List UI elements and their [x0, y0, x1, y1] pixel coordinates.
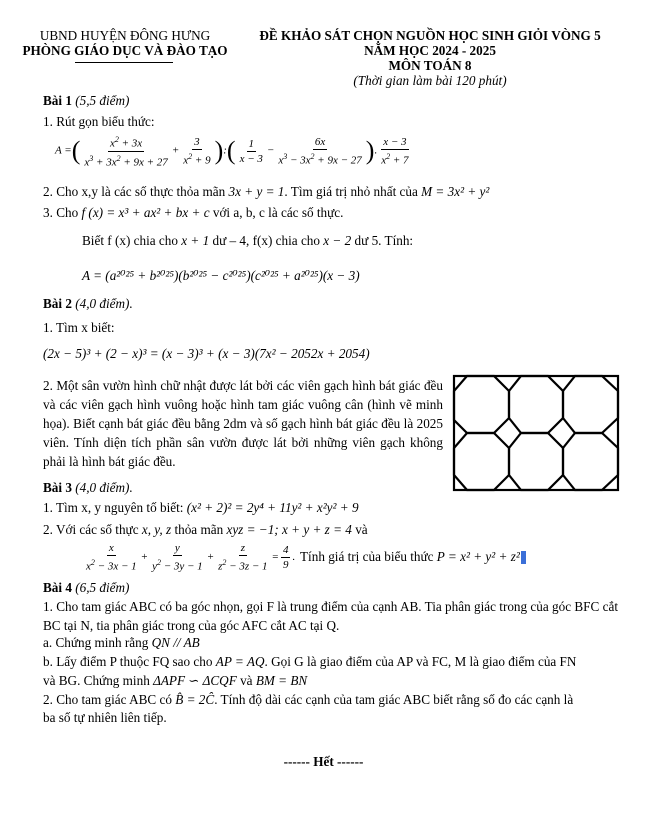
octagon [454, 376, 509, 433]
bai1-expression-A: A =( $\frac{x^2 + 3x}{x^3 + 3x^2 + 9x + 27}$ + $\frac{3}{x^2 + 9}$ ):( $\frac{1}{x - 3}$ − $\frac{6x}{x^3 - 3x^2 + 9x - 27}$ ). $\frac{x - 3}{x^2 + 7}$ [55, 135, 409, 169]
bai3-q2: 2. Với các số thực x, y, z thỏa mãn xyz = −1; x + y + z = 4 và [43, 522, 368, 537]
bai4-q2-line2: ba số tự nhiên liên tiếp. [43, 710, 167, 725]
header-right-line1: ĐỀ KHẢO SÁT CHỌN NGUỒN HỌC SINH GIỎI VÒNG 5 [259, 28, 601, 43]
bai3-heading: Bài 3 (4,0 điểm). [43, 480, 133, 495]
bai2-heading: Bài 2 (4,0 điểm). [43, 296, 133, 311]
bai1-q2: 2. Cho x,y là các số thực thỏa mãn 3x + y = 1. Tìm giá trị nhỏ nhất của M = 3x² + y² [43, 184, 490, 199]
header-left-line1: UBND HUYỆN ĐÔNG HƯNG [39, 28, 211, 43]
bai4-q1: 1. Cho tam giác ABC có ba góc nhọn, gọi F là trung điểm của cạnh AB. Tia phân giác trong của góc BFC cắt BC tại N, tia phân giác trong của góc AFC cắt AC tại Q. [43, 599, 618, 633]
octagon-tiling-figure [452, 374, 620, 492]
header-right-line2: NĂM HỌC 2024 - 2025 [364, 43, 496, 58]
bai4-heading: Bài 4 (6,5 điểm) [43, 580, 130, 595]
bai2-q1-equation: (2x − 5)³ + (2 − x)³ = (x − 3)³ + (x − 3)(7x² − 2052x + 2054) [43, 346, 370, 361]
bai4-qb-line2: và BG. Chứng minh ΔAPF ∽ ΔCQF và BM = BN [43, 673, 308, 688]
bai1-q1: 1. Rút gọn biểu thức: [43, 114, 155, 129]
header-underline [75, 62, 173, 63]
bai3-q1: 1. Tìm x, y nguyên tố biết: (x² + 2)² = 2y⁴ + 11y² + x²y² + 9 [43, 500, 359, 515]
bai1-heading: Bài 1 (5,5 điểm) [43, 93, 130, 108]
bai3-q2-fractions: $\frac{x}{x^2 - 3x - 1}$ + $\frac{y}{y^2 - 3y - 1}$ + $\frac{z}{z^2 - 3z - 1}$ = $\frac{4}{9}$ . [86, 542, 296, 573]
bai2-q1: 1. Tìm x biết: [43, 320, 115, 335]
header-time-note: (Thời gian làm bài 120 phút) [353, 73, 507, 88]
bai3-q2-line2: Tính giá trị của biểu thức P = x² + y² + z² [300, 549, 526, 565]
octagon [509, 433, 563, 490]
bai2-q2: 2. Một sân vườn hình chữ nhật được lát bởi các viên gạch hình bát giác đều và các viên gạch hình vuông hoặc hình tam giác vuông cân (hình vẽ minh họa). Biết cạnh bát giác đều bằng 2dm và số gạch hình bát giác đều là 2025 viên. Tính diện tích phần sân vườn được lát bởi những viên gạch không phải là hình bát giác đều. [43, 378, 443, 469]
header-right-line3: MÔN TOÁN 8 [388, 58, 472, 73]
bai1-q3-line2: Biết f (x) chia cho x + 1 dư – 4, f(x) chia cho x − 2 dư 5. Tính: [82, 233, 414, 248]
text-cursor [521, 551, 526, 564]
header-left-line2: PHÒNG GIÁO DỤC VÀ ĐÀO TẠO [22, 43, 228, 58]
bai4-q2: 2. Cho tam giác ABC có B̂ = 2Ĉ. Tính độ dài các cạnh của tam giác ABC biết rằng số đo các cạnh là [43, 692, 574, 707]
octagon [563, 433, 618, 490]
octagon [454, 433, 509, 490]
bai1-q3-expression: A = (a²⁰²⁵ + b²⁰²⁵)(b²⁰²⁵ − c²⁰²⁵)(c²⁰²⁵ + a²⁰²⁵)(x − 3) [82, 268, 360, 283]
octagon [509, 376, 563, 433]
bai4-qb: b. Lấy điểm P thuộc FQ sao cho AP = AQ. Gọi G là giao điểm của AP và FC, M là giao điểm của FN [43, 654, 577, 669]
bai4-qa: a. Chứng minh rằng QN // AB [43, 635, 200, 650]
bai1-q3: 3. Cho f (x) = x³ + ax² + bx + c với a, b, c là các số thực. [43, 205, 344, 220]
footer-end: ------ Hết ------ [283, 754, 364, 769]
octagon [563, 376, 618, 433]
